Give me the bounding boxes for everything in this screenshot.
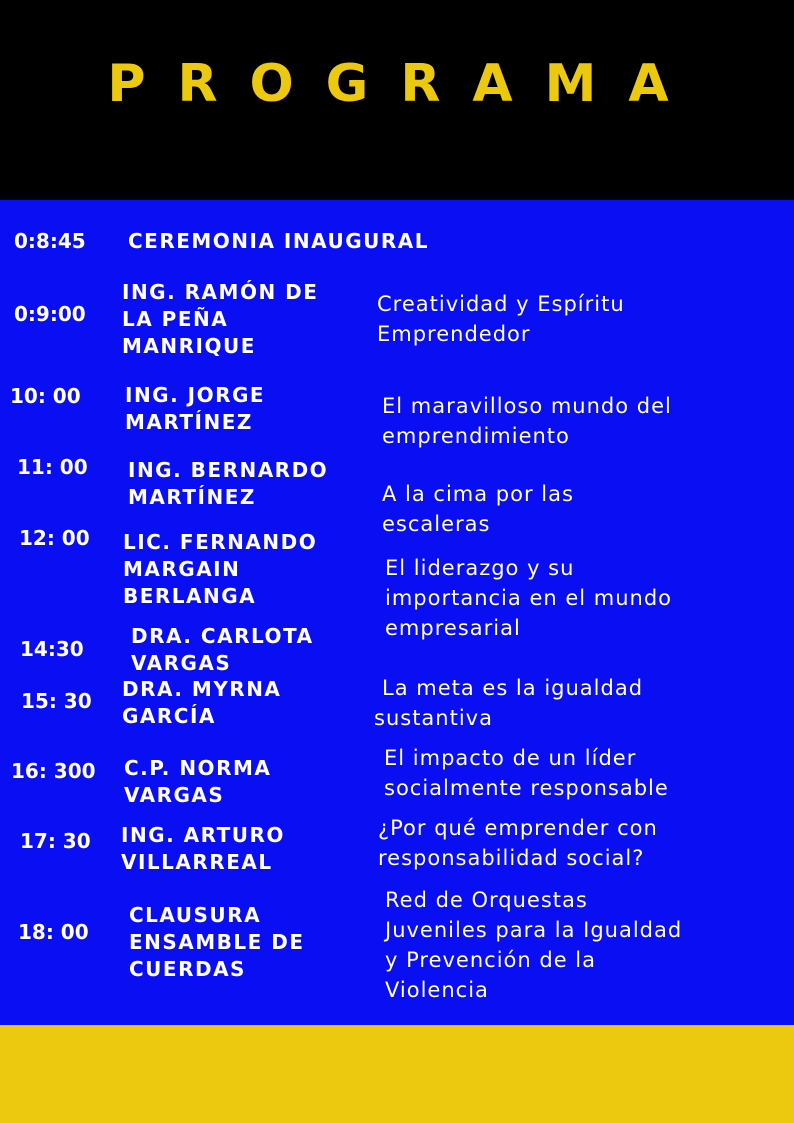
schedule-speaker: C.P. NORMA VARGAS bbox=[124, 756, 272, 807]
schedule-speaker: ING. ARTURO VILLARREAL bbox=[121, 823, 285, 874]
schedule-time: 15: 30 bbox=[21, 689, 92, 713]
schedule-topic: El maravilloso mundo del emprendimiento bbox=[382, 394, 672, 448]
schedule-speaker: ING. JORGE MARTÍNEZ bbox=[125, 383, 266, 434]
schedule-speaker: DRA. MYRNA GARCÍA bbox=[122, 677, 282, 728]
schedule-topic: El impacto de un líder socialmente responsable bbox=[384, 746, 669, 800]
schedule-speaker: LIC. FERNANDO MARGAIN BERLANGA bbox=[123, 530, 318, 608]
schedule-time: 0:9:00 bbox=[14, 302, 86, 326]
schedule-speaker: ING. RAMÓN DE LA PEÑA MANRIQUE bbox=[122, 280, 319, 358]
schedule-speaker: CLAUSURA ENSAMBLE DE CUERDAS bbox=[129, 903, 305, 981]
schedule-speaker: CEREMONIA INAUGURAL bbox=[128, 229, 429, 253]
schedule-time: 0:8:45 bbox=[14, 229, 86, 253]
footer-band bbox=[0, 1025, 794, 1123]
schedule-topic: El liderazgo y su importancia en el mundo empresarial bbox=[385, 556, 673, 640]
schedule-time: 14:30 bbox=[20, 637, 84, 661]
page-title: PROGRAMA bbox=[107, 54, 701, 114]
schedule-time: 10: 00 bbox=[10, 384, 81, 408]
schedule-time: 11: 00 bbox=[17, 455, 88, 479]
header-band bbox=[0, 0, 794, 200]
schedule-topic: A la cima por las escaleras bbox=[382, 482, 574, 536]
schedule-speaker: ING. BERNARDO MARTÍNEZ bbox=[128, 458, 329, 509]
schedule-topic: Creatividad y Espíritu Emprendedor bbox=[377, 292, 625, 346]
schedule-time: 18: 00 bbox=[18, 920, 89, 944]
schedule-topic: La meta es la igualdad sustantiva bbox=[374, 676, 644, 730]
schedule-time: 12: 00 bbox=[19, 526, 90, 550]
schedule-topic: Red de Orquestas Juveniles para la Igualdad y Prevención de la Violencia bbox=[385, 888, 683, 1002]
schedule-time: 16: 300 bbox=[11, 759, 96, 783]
schedule-time: 17: 30 bbox=[20, 829, 91, 853]
schedule-speaker: DRA. CARLOTA VARGAS bbox=[131, 624, 314, 675]
schedule-topic: ¿Por qué emprender con responsabilidad social? bbox=[378, 816, 658, 870]
